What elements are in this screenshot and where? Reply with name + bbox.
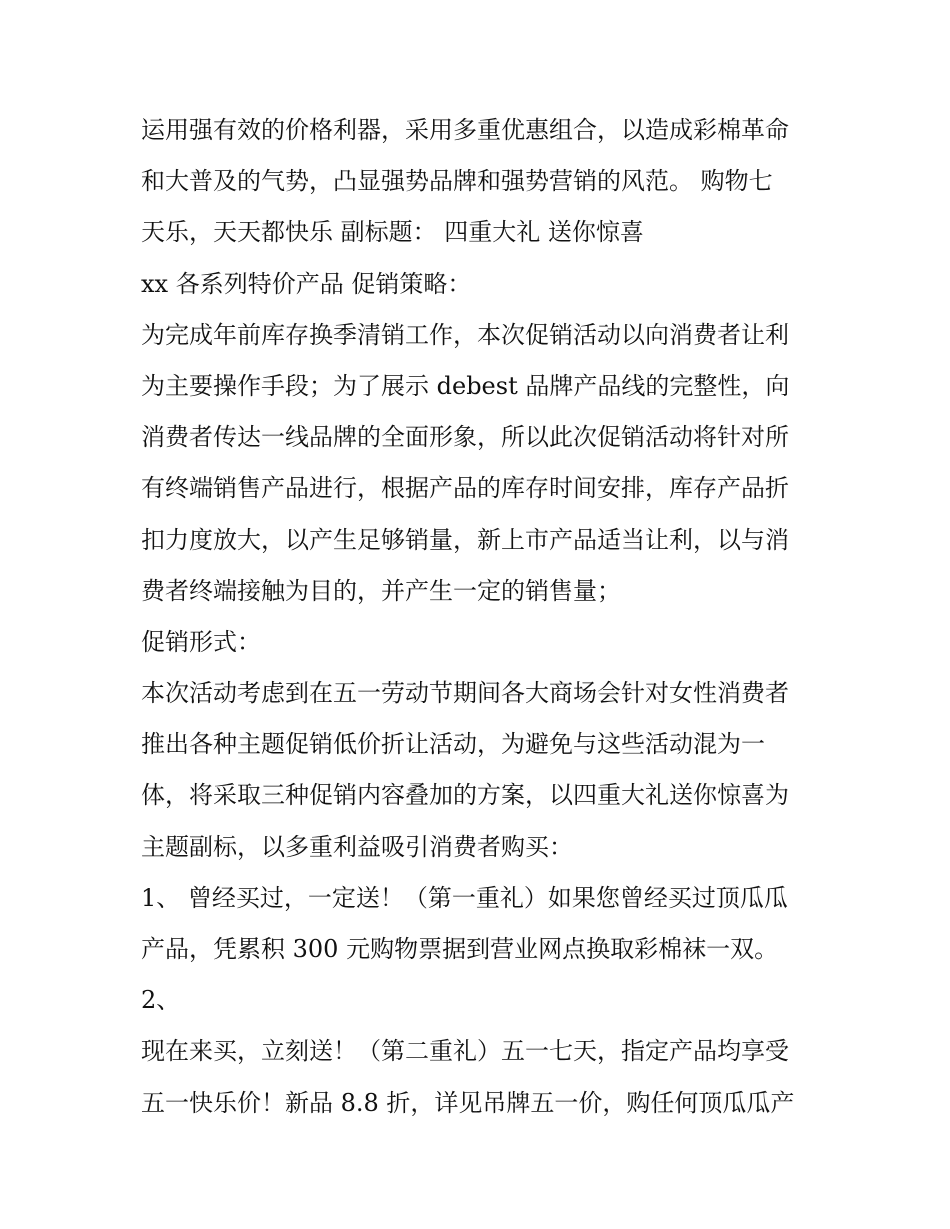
text-line: 现在来买，立刻送！（第二重礼）五一七天，指定产品均享受 [141, 1037, 789, 1066]
document-body [141, 105, 821, 1129]
text-line: 推出各种主题促销低价折让活动，为避免与这些活动混为一 [141, 730, 765, 759]
section-heading: 促销形式： [141, 627, 261, 656]
text-line: 扣力度放大，以产生足够销量，新上市产品适当让利，以与消 [141, 525, 789, 554]
text-line: 本次活动考虑到在五一劳动节期间各大商场会针对女性消费者 [141, 679, 789, 708]
list-item: 1、 曾经买过，一定送！（第一重礼）如果您曾经买过顶瓜瓜 [141, 883, 788, 912]
text-line: 消费者传达一线品牌的全面形象，所以此次促销活动将针对所 [141, 423, 789, 452]
list-item: 2、 [141, 986, 181, 1015]
text-line: 为主要操作手段；为了展示 debest 品牌产品线的完整性，向 [141, 371, 790, 400]
text-line: 主题副标，以多重利益吸引消费者购买： [141, 832, 573, 861]
text-line: 运用强有效的价格利器，采用多重优惠组合，以造成彩棉革命 [141, 116, 789, 144]
text-line: 为完成年前库存换季清销工作，本次促销活动以向消费者让利 [141, 320, 789, 349]
text-line: 费者终端接触为目的，并产生一定的销售量； [141, 576, 621, 605]
text-line: 五一快乐价！新品 8.8 折，详见吊牌五一价，购任何顶瓜瓜产 [141, 1088, 795, 1117]
text-line: 产品，凭累积 300 元购物票据到营业网点换取彩棉袜一双。 [141, 935, 779, 963]
text-line: xx 各系列特价产品 促销策略： [141, 269, 472, 298]
text-line: 有终端销售产品进行，根据产品的库存时间安排，库存产品折 [141, 474, 789, 503]
text-line: 体，将采取三种促销内容叠加的方案，以四重大礼送你惊喜为 [141, 781, 789, 810]
text-line: 天乐，天天都快乐 副标题： 四重大礼 送你惊喜 [141, 218, 644, 247]
text-line: 和大普及的气势，凸显强势品牌和强势营销的风范。 购物七 [141, 167, 773, 196]
